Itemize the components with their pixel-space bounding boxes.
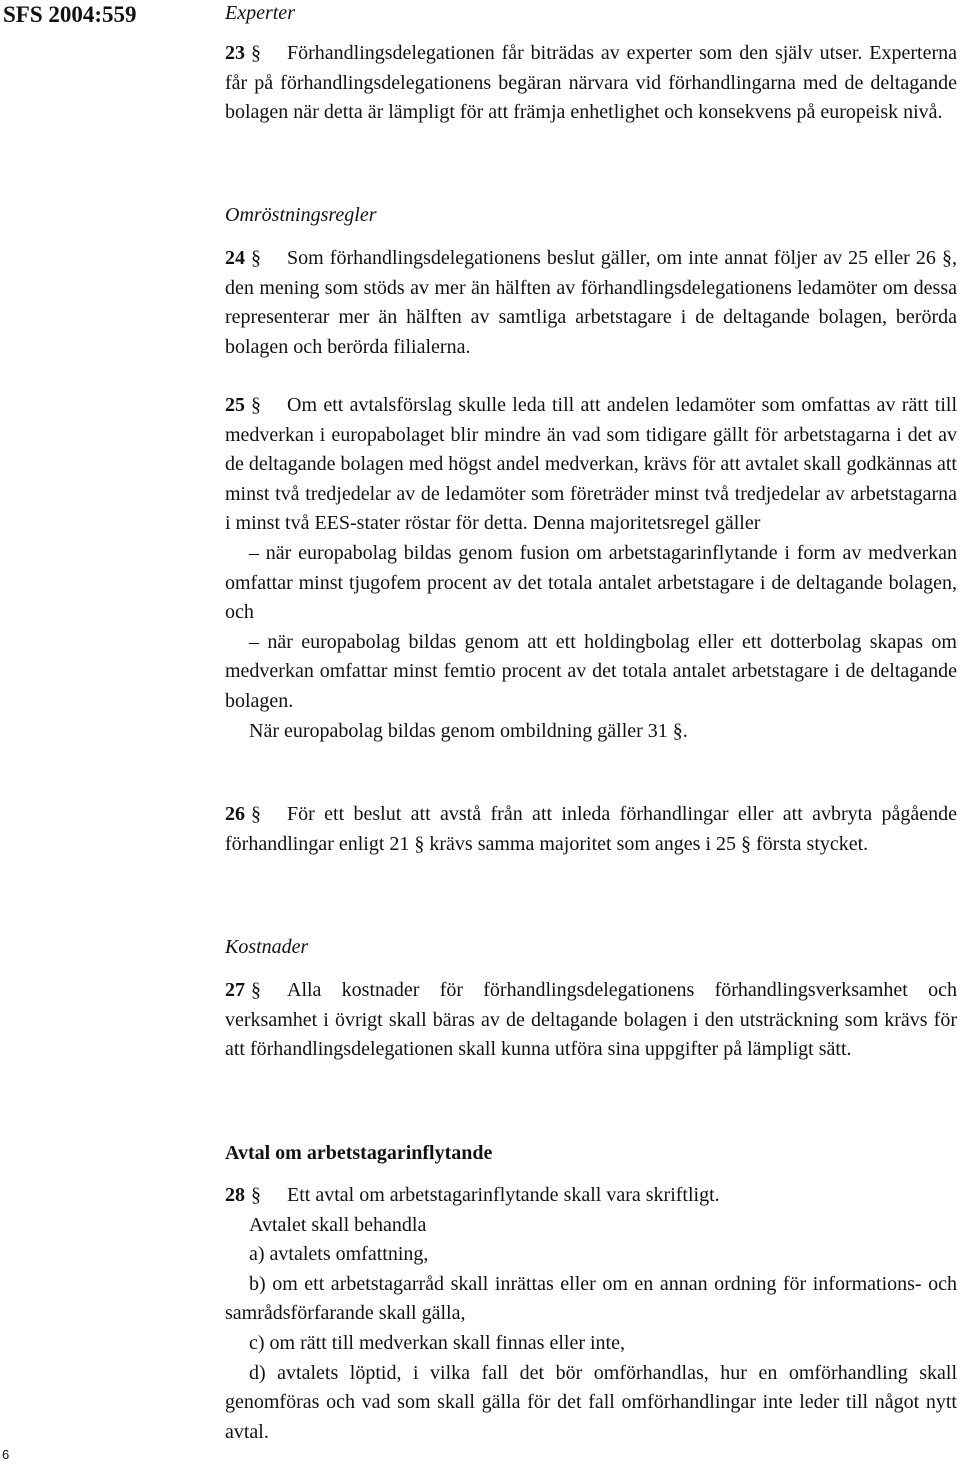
section-number: 24	[225, 247, 245, 269]
section-sign: §	[251, 1184, 261, 1206]
list-item: – när europabolag bildas genom att ett holdingbolag eller ett dotterbolag skapas om medverkan omfattar minst femtio procent av det totala antalet arbetstagare i de deltagande bolagen.	[225, 630, 957, 712]
paragraph: Avtalet skall behandla	[249, 1213, 427, 1236]
section-sign: §	[251, 979, 261, 1001]
list-item: b) om ett arbetstagarråd skall inrättas eller om en annan ordning för informations- och samrådsförfarande skall gälla,	[225, 1272, 957, 1325]
list-item: d) avtalets löptid, i vilka fall det bör omförhandlas, hur en omförhandling skall genomföras och vad som skall gälla för det fall omförhandlingar inte leder till något nytt avtal.	[225, 1361, 957, 1443]
section-number: 27	[225, 979, 245, 1001]
section-number: 25	[225, 394, 245, 416]
heading-kostnader: Kostnader	[225, 936, 309, 958]
section-24	[225, 244, 957, 362]
section-27	[225, 976, 957, 1065]
section-sign: §	[251, 394, 261, 416]
section-number: 26	[225, 803, 245, 825]
list-item: c) om rätt till medverkan skall finnas eller inte,	[249, 1331, 625, 1354]
section-sign: §	[251, 42, 261, 64]
section-26	[225, 800, 957, 859]
section-text: Om ett avtalsförslag skulle leda till att andelen ledamöter som omfattas av rätt till medverkan i europabolaget blir mindre än vad som tidigare gällt för arbetstagarna i det av de deltagande bolagen med högst andel medverkan, krävs för att avtalet skall godkännas att minst två tredjedelar av de ledamöter som företräder minst två tredjedelar av arbetstagarna i minst två EES-stater röstar för detta. Denna majoritetsregel gäller	[225, 394, 957, 535]
section-text: Förhandlingsdelegationen får biträdas av experter som den själv utser. Experterna får på förhandlingsdelegationens begäran närvara vid förhandlingarna med de deltagande bolagen när detta är lämpligt för att främja enhetlighet och konsekvens på europeisk nivå.	[225, 42, 957, 124]
paragraph: När europabolag bildas genom ombildning gäller 31 §.	[249, 719, 688, 742]
section-text: Som förhandlingsdelegationens beslut gäller, om inte annat följer av 25 eller 26 §, den mening som stöds av mer än hälften av förhandlingsdelegationens ledamöter om dessa representerar mer än hälften av samtliga arbetstagare i de deltagande bolagen, berörda bolagen och berörda filialerna.	[225, 247, 957, 358]
section-text: Alla kostnader för förhandlingsdelegationens förhandlingsverksamhet och verksamhet i övrigt skall bäras av de deltagande bolagen i den utsträckning som krävs för att förhandlingsdelegationen skall kunna utföra sina uppgifter på lämpligt sätt.	[225, 979, 957, 1061]
section-28	[225, 1181, 957, 1447]
section-sign: §	[251, 803, 261, 825]
heading-experter: Experter	[225, 2, 295, 24]
heading-omrostningsregler: Omröstningsregler	[225, 204, 377, 226]
list-item: – när europabolag bildas genom fusion om arbetstagarinflytande i form av medverkan omfattar minst tjugofem procent av det totala antalet arbetstagare i de deltagande bolagen, och	[225, 541, 957, 624]
section-number: 23	[225, 42, 245, 64]
section-23	[225, 39, 957, 128]
section-text: Ett avtal om arbetstagarinflytande skall vara skriftligt.	[287, 1184, 720, 1206]
page-number: 6	[2, 1447, 10, 1462]
heading-avtal: Avtal om arbetstagarinflytande	[225, 1142, 493, 1164]
section-text: För ett beslut att avstå från att inleda förhandlingar eller att avbryta pågående förhandlingar enligt 21 § krävs samma majoritet som anges i 25 § första stycket.	[225, 803, 957, 855]
section-25	[225, 391, 957, 746]
section-sign: §	[251, 247, 261, 269]
document-id: SFS 2004:559	[3, 2, 137, 27]
section-number: 28	[225, 1184, 245, 1206]
list-item: a) avtalets omfattning,	[249, 1243, 429, 1266]
